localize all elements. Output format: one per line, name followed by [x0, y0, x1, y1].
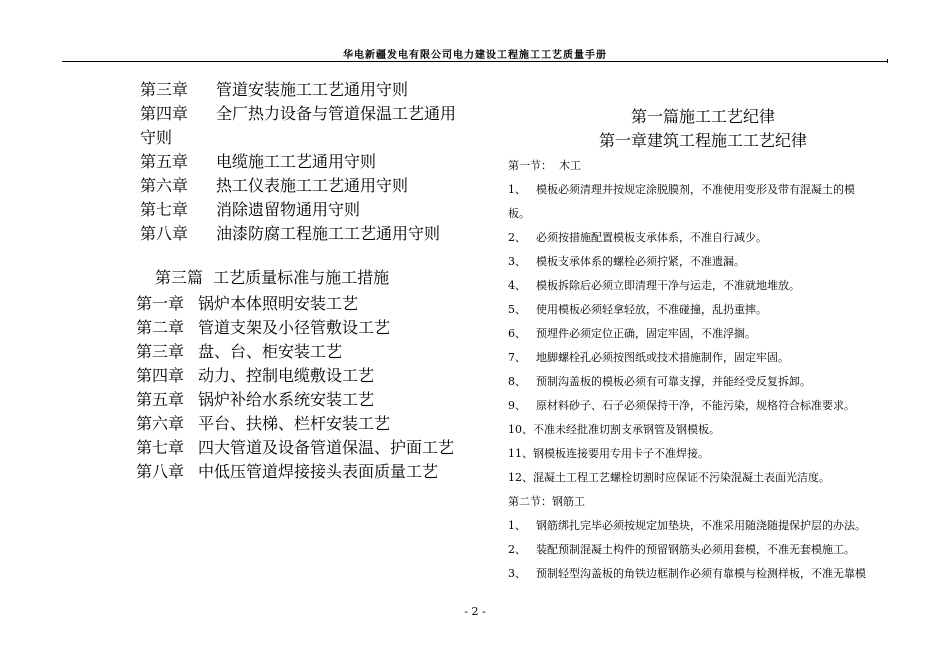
list-item: [508, 302, 767, 318]
right-column: [508, 0, 898, 600]
item-number: 3、: [508, 255, 526, 268]
item-number: 2、: [508, 543, 526, 556]
part3-title: 第三篇 工艺质量标准与施工措施: [155, 268, 390, 287]
list-item: [508, 278, 800, 294]
item-text: 必须按措施配置模板支承体系，不准自行减少。: [536, 231, 767, 244]
chapter-title: 守则: [140, 128, 173, 147]
chapter-number: 第二章: [136, 318, 185, 337]
chapter-number: 第八章: [140, 224, 189, 243]
item-number: 9、: [508, 399, 526, 412]
chapter-title: 全厂热力设备与管道保温工艺通用: [216, 104, 457, 123]
list-item: [508, 518, 866, 534]
header-title: 华电新疆发电有限公司电力建设工程施工工艺质量手册: [343, 50, 607, 61]
item-text: 11、钢模板连接要用专用卡子不准焊接。: [508, 447, 709, 460]
chapter-title: 盘、台、柜安装工艺: [198, 342, 343, 361]
chapter-title: 管道支架及小径管敷设工艺: [198, 318, 391, 337]
toc-line: [140, 224, 440, 244]
toc-line: [136, 318, 390, 338]
item-text: 预制轻型沟盖板的角铁边框制作必须有靠模与检测样板，不准无靠模: [536, 567, 866, 580]
chapter-number: 第五章: [140, 152, 189, 171]
list-item: [508, 230, 767, 246]
item-number: 5、: [508, 303, 526, 316]
toc-line: [140, 176, 408, 196]
toc-line: [136, 294, 358, 314]
item-text: 模板必须清理并按规定涂脱膜剂，不准使用变形及带有混凝土的模: [536, 183, 855, 196]
chapter-title: 油漆防腐工程施工工艺通用守则: [216, 224, 441, 243]
toc-line: [140, 200, 360, 220]
page-number: - 2 -: [464, 605, 486, 618]
chapter-number: 第五章: [136, 390, 185, 409]
item-number: 3、: [508, 567, 526, 580]
chapter-number: 第六章: [136, 414, 185, 433]
item-number: 4、: [508, 279, 526, 292]
item-number: 2、: [508, 231, 526, 244]
item-number: 8、: [508, 375, 526, 388]
chapter-number: 第七章: [136, 438, 185, 457]
item-text: 使用模板必须轻拿轻放，不准碰撞，乱扔重摔。: [536, 303, 767, 316]
item-number: 6、: [508, 327, 526, 340]
chapter-title: 锅炉本体照明安装工艺: [198, 294, 359, 313]
chapter-title: 平台、扶梯、栏杆安装工艺: [198, 414, 391, 433]
part-title: 第一篇施工工艺纪律: [630, 107, 775, 126]
list-item: [508, 542, 855, 558]
chapter-number: 第一章: [136, 294, 185, 313]
item-number: 1、: [508, 183, 526, 196]
item-text: 板。: [508, 207, 530, 220]
toc-line: [136, 366, 374, 386]
chapter-title: 锅炉补给水系统安装工艺: [198, 390, 375, 409]
list-item: [508, 182, 855, 198]
chapter-title: 电缆施工工艺通用守则: [216, 152, 377, 171]
list-item: [508, 566, 866, 582]
toc-line: [136, 390, 374, 410]
list-item: [508, 470, 830, 486]
section-title: 第二节：钢筋工: [508, 495, 585, 508]
toc-line: [136, 342, 342, 362]
chapter-number: 第三章: [140, 80, 189, 99]
chapter-number: 第四章: [140, 104, 189, 123]
item-number: 7、: [508, 351, 526, 364]
list-item: [508, 326, 756, 342]
list-item: [508, 398, 855, 414]
chapter-title: 第一章建筑工程施工工艺纪律: [598, 131, 807, 150]
list-item: [508, 254, 745, 270]
item-text: 装配预制混凝土构件的预留钢筋头必须用套模，不准无套模施工。: [536, 543, 855, 556]
chapter-title: 管道安装施工工艺通用守则: [216, 80, 409, 99]
item-text: 10、不准未经批准切割支承钢管及钢模板。: [508, 423, 720, 436]
chapter-title: 中低压管道焊接接头表面质量工艺: [198, 462, 439, 481]
chapter-title: 热工仪表施工工艺通用守则: [216, 176, 409, 195]
item-text: 预制沟盖板的模板必须有可靠支撑，并能经受反复拆卸。: [536, 375, 811, 388]
item-text: 模板拆除后必须立即清理干净与运走，不准就地堆放。: [536, 279, 800, 292]
left-column: [0, 0, 480, 600]
item-text: 模板支承体系的螺栓必须拧紧，不准遗漏。: [536, 255, 745, 268]
item-text: 预埋件必须定位正确，固定牢固，不准浮搁。: [536, 327, 756, 340]
item-text: 钢筋绑扎完毕必须按规定加垫块，不准采用随浇随提保护层的办法。: [536, 519, 866, 532]
toc-line: [140, 104, 456, 124]
toc-line: [136, 462, 438, 482]
chapter-number: 第七章: [140, 200, 189, 219]
item-text: 地脚螺栓孔必须按图纸或技术措施制作，固定牢固。: [536, 351, 789, 364]
list-item: [508, 350, 789, 366]
item-number: 1、: [508, 519, 526, 532]
chapter-number: 第三章: [136, 342, 185, 361]
toc-line: [140, 80, 408, 100]
list-item: [508, 422, 720, 438]
item-text: 原材料砂子、石子必须保持干净，不能污染，规格符合标准要求。: [536, 399, 855, 412]
list-item: [508, 374, 811, 390]
chapter-number: 第六章: [140, 176, 189, 195]
list-item: [508, 446, 709, 462]
chapter-title: 动力、控制电缆敷设工艺: [198, 366, 375, 385]
chapter-number: 第八章: [136, 462, 185, 481]
chapter-title: 四大管道及设备管道保温、护面工艺: [198, 438, 455, 457]
item-text: 12、混凝土工程工艺螺栓切割时应保证不污染混凝土表面光洁度。: [508, 471, 830, 484]
list-item-continuation: [508, 206, 530, 222]
chapter-title: 消除遗留物通用守则: [216, 200, 361, 219]
toc-line: [136, 438, 454, 458]
toc-line: [136, 414, 390, 434]
toc-line: [140, 152, 376, 172]
toc-line-continuation: [140, 128, 172, 148]
section-title: 第一节： 木工: [508, 159, 581, 172]
chapter-number: 第四章: [136, 366, 185, 385]
